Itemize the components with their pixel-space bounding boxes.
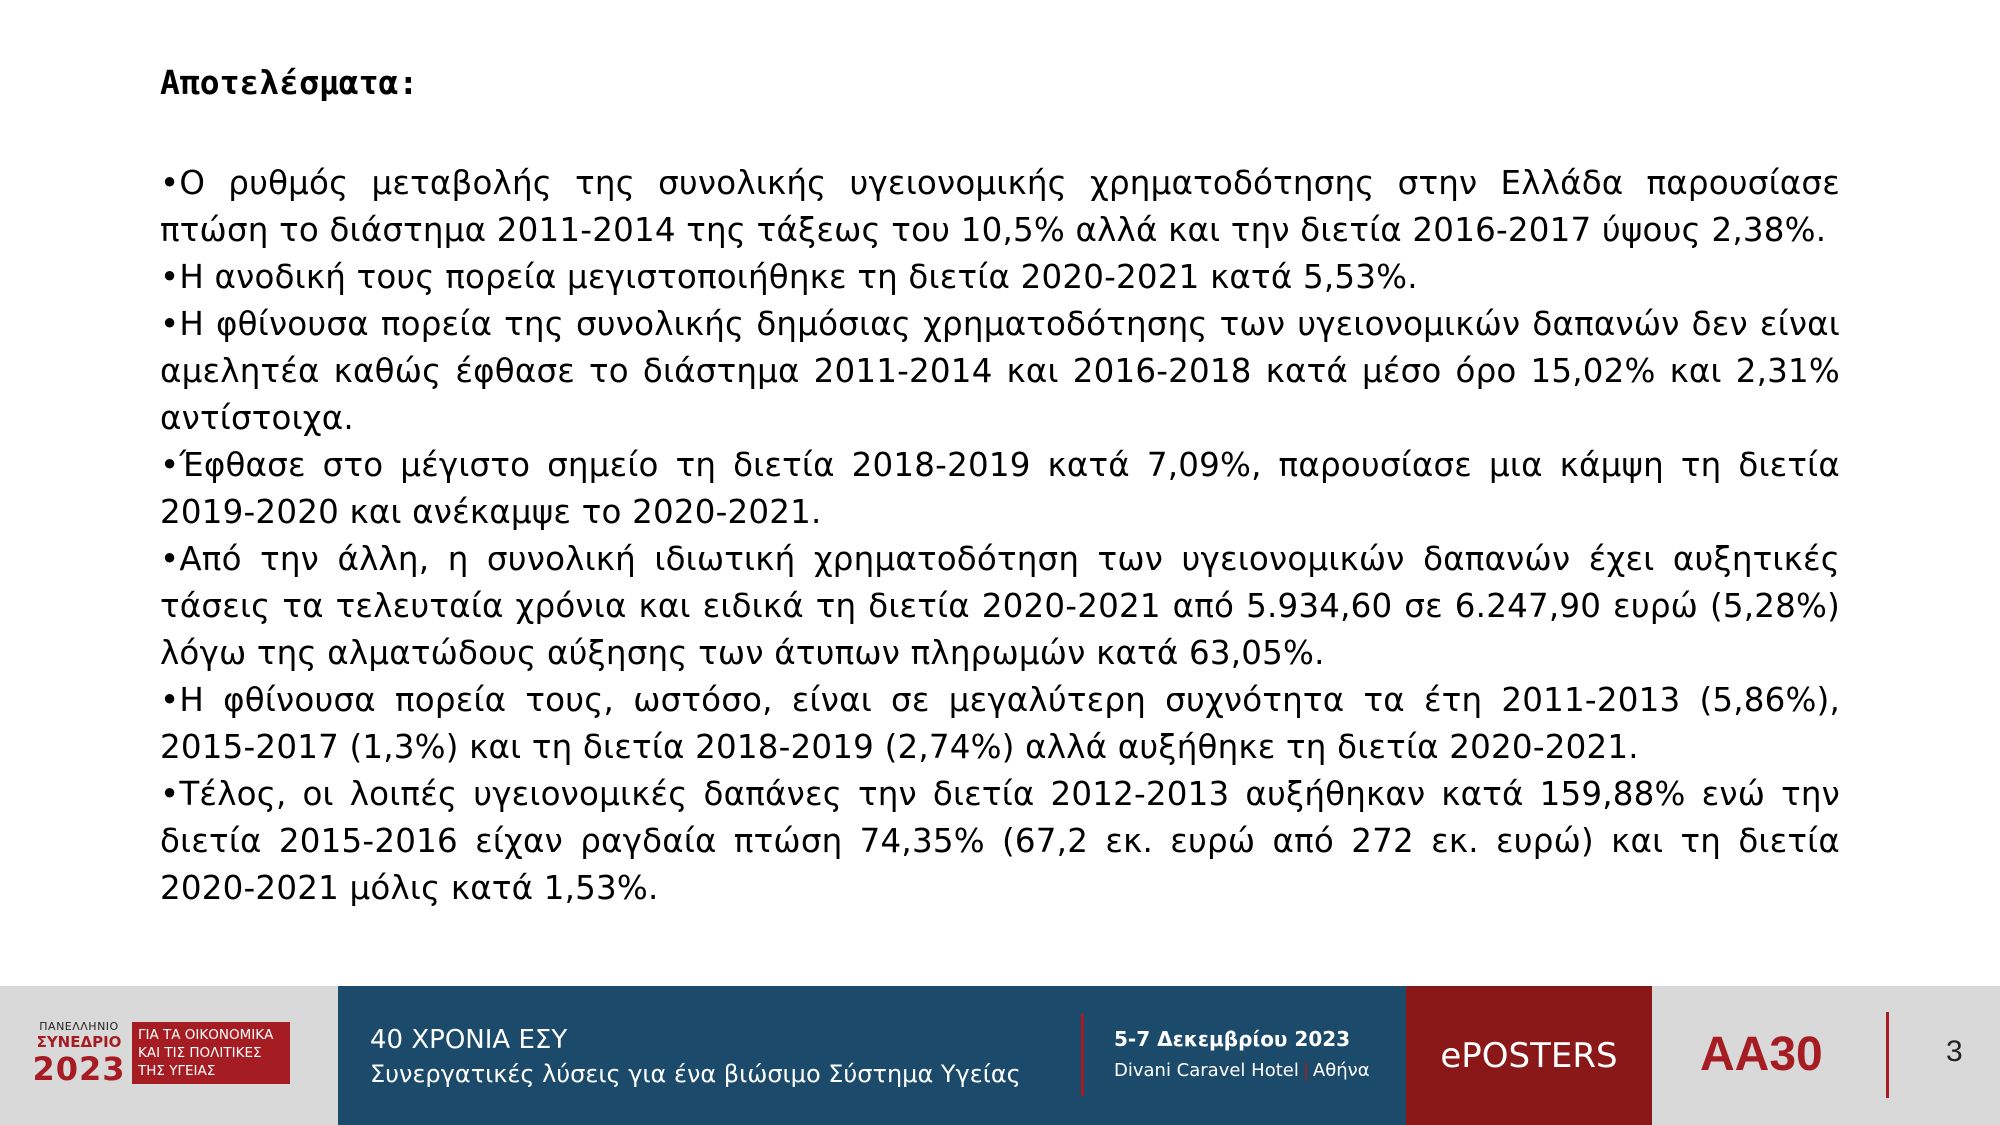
- logo-line1: ΠΑΝΕΛΛΗΝΙΟ: [39, 1020, 119, 1033]
- congress-logo: [0, 986, 338, 1125]
- logo-wordmark: [28, 1020, 130, 1087]
- page-number: 3: [1946, 1035, 1963, 1068]
- logo-tagline-box: [132, 1022, 290, 1084]
- eposters-label: ePOSTERS: [1406, 986, 1652, 1125]
- event-venue: [1114, 1058, 1370, 1084]
- venue-name: Divani Caravel Hotel: [1114, 1060, 1299, 1081]
- poster-code-panel: [1652, 986, 2000, 1125]
- bullet-item: •Η ανοδική τους πορεία μεγιστοποιήθηκε τη διετία 2020-2021 κατά 5,53%.: [160, 258, 1418, 296]
- logo-tagline-line1: ΓΙΑ ΤΑ ΟΙΚΟΝΟΜΙΚΑ: [138, 1027, 274, 1043]
- bullet-item: •Τέλος, οι λοιπές υγειονομικές δαπάνες την διετία 2012-2013 αυξήθηκαν κατά 159,88% ενώ την διετία 2015-2016 είχαν ραγδαία πτώση 74,35% (67,2 εκ. ευρώ από 272 εκ. ευρώ) και τη διετία 2020-2021 μόλις κατά 1,53%.: [160, 775, 1840, 907]
- logo-tagline-line3: ΤΗΣ ΥΓΕΙΑΣ: [138, 1063, 216, 1079]
- event-date: 5-7 Δεκεμβρίου 2023: [1114, 1027, 1351, 1051]
- slide-content: [160, 58, 1840, 912]
- logo-year: 2023: [32, 1050, 126, 1088]
- event-subtitle: Συνεργατικές λύσεις για ένα βιώσιμο Σύστημα Υγείας: [370, 1060, 1021, 1088]
- banner-divider: [1081, 1014, 1084, 1096]
- poster-code: AA30: [1700, 1028, 1823, 1081]
- bullet-item: •Από την άλλη, η συνολική ιδιωτική χρηματοδότηση των υγειονομικών δαπανών έχει αυξητικές τάσεις τα τελευταία χρόνια και ειδικά τη διετία 2020-2021 από 5.934,60 σε 6.247,90 ευρώ (5,28%) λόγω της αλματώδους αύξησης των άτυπων πληρωμών κατά 63,05%.: [160, 540, 1840, 672]
- bullet-item: •Έφθασε στο μέγιστο σημείο τη διετία 2018-2019 κατά 7,09%, παρουσίασε μια κάμψη τη διετία 2019-2020 και ανέκαμψε το 2020-2021.: [160, 446, 1840, 531]
- venue-city: Αθήνα: [1312, 1060, 1370, 1081]
- bullet-item: •Η φθίνουσα πορεία της συνολικής δημόσιας χρηματοδότησης των υγειονομικών δαπανών δεν είναι αμελητέα καθώς έφθασε το διάστημα 2011-2014 και 2016-2018 κατά μέσο όρο 15,02% και 2,31% αντίστοιχα.: [160, 305, 1840, 437]
- bullet-item: •Η φθίνουσα πορεία τους, ωστόσο, είναι σε μεγαλύτερη συχνότητα τα έτη 2011-2013 (5,86%), 2015-2017 (1,3%) και τη διετία 2018-2019 (2,74%) αλλά αυξήθηκε τη διετία 2020-2021.: [160, 681, 1840, 766]
- slide-title: Αποτελέσματα:: [160, 63, 419, 102]
- footer-banner: [0, 986, 2000, 1125]
- logo-tagline-line2: ΚΑΙ ΤΙΣ ΠΟΛΙΤΙΚΕΣ: [138, 1045, 262, 1061]
- venue-separator: |: [1302, 1060, 1309, 1081]
- code-divider: [1886, 1012, 1889, 1098]
- logo-line2: ΣΥΝΕΔΡΙΟ: [36, 1033, 122, 1051]
- event-banner: [338, 986, 1406, 1125]
- bullet-list: [160, 160, 1840, 912]
- event-title: 40 ΧΡΟΝΙΑ ΕΣΥ: [370, 1025, 568, 1055]
- bullet-item: •Ο ρυθμός μεταβολής της συνολικής υγειονομικής χρηματοδότησης στην Ελλάδα παρουσίασε πτώση το διάστημα 2011-2014 της τάξεως του 10,5% αλλά και την διετία 2016-2017 ύψους 2,38%.: [160, 164, 1840, 249]
